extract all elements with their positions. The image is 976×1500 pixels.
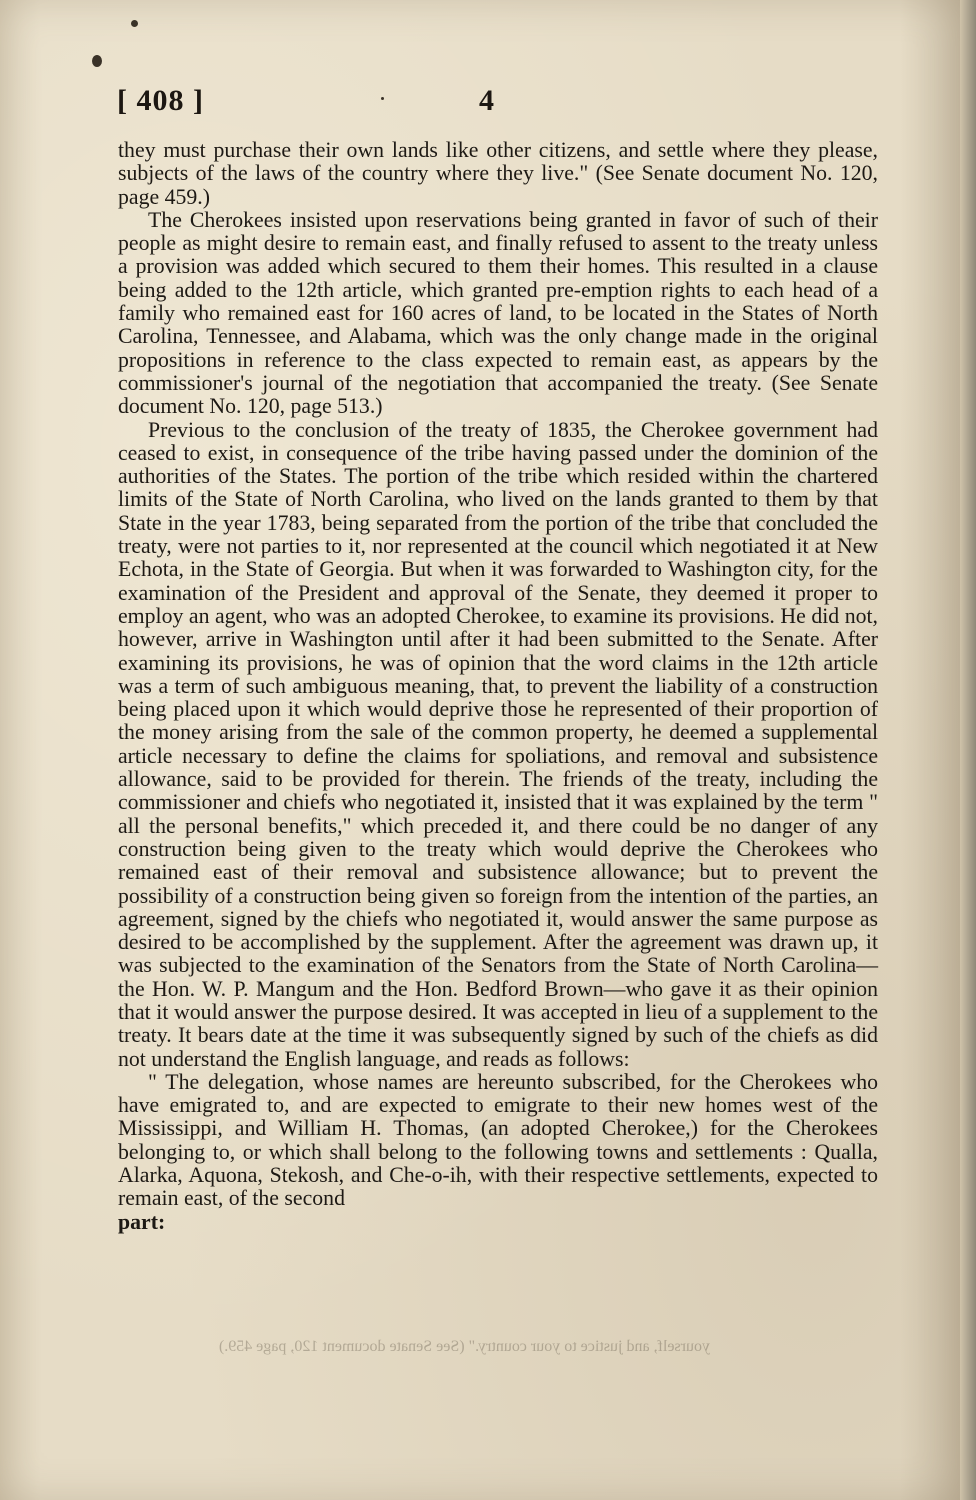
page-number: 4	[479, 84, 494, 117]
paragraph-2: The Cherokees insisted upon reservations being granted in favor of such of their people as might desire to remain east, and finally refused to assent to the treaty unless a provision was added which secured to them their homes. This resulted in a clause being added to the 12th article, which granted pre-emption rights to each head of a family who remained east for 160 acres of land, to be located in the States of North Carolina, Tennessee, and Alabama, which was the only change made in the original propositions in reference to the class expected to remain east, as appears by the commissioner's journal of the negotiation that accompanied the treaty. (See Senate document No. 120, page 513.)	[118, 207, 878, 419]
document-number: [ 408 ]	[117, 84, 204, 117]
bleed-through-text: yourself, and justice to your country." (See Senate document 120, page 459.)	[218, 1338, 710, 1355]
page-edge	[960, 0, 976, 1500]
page-header	[117, 84, 877, 124]
ink-spot	[131, 20, 138, 27]
quoted-agreement: " The delegation, whose names are hereunto subscribed, for the Cherokees who have emigrated to, and are expected to emigrate to their new homes west of the Mississippi, and William H. Thomas, (an adopted Cherokee,) for the Cherokees belonging to, or which shall belong to the following towns and settlements : Qualla, Alarka, Aquona, Stekosh, and Che-o-ih, with their respective settlements, expected to remain east, of the second	[118, 1069, 878, 1211]
paragraph-4	[118, 1071, 878, 1234]
body-text	[118, 139, 878, 1234]
paragraph-4-end: part:	[118, 1209, 166, 1234]
paragraph-3: Previous to the conclusion of the treaty of 1835, the Cherokee government had ceased to exist, in consequence of the tribe having passed under the dominion of the authorities of the States. The portion of the tribe which resided within the chartered limits of the State of North Carolina, who lived on the lands granted to them by that State in the year 1783, being separated from the portion of the tribe that concluded the treaty, were not parties to it, nor represented at the council which negotiated it at New Echota, in the State of Georgia. But when it was forwarded to Washington city, for the examination of the President and approval of the Senate, they deemed it proper to employ an agent, who was an adopted Cherokee, to examine its provisions. He did not, however, arrive in Washington until after it had been submitted to the Senate. After examining its provisions, he was of opinion that the word claims in the 12th article was a term of such ambiguous meaning, that, to prevent the liability of a construction being placed upon it which would deprive those he represented of their proportion of the money arising from the sale of the common property, he deemed a supplemental article necessary to define the claims for spoliations, and removal and subsistence allowance, said to be provided for therein. The friends of the treaty, including the commissioner and chiefs who negotiated it, insisted that it was explained by the term " all the personal benefits," which preceded it, and there could be no danger of any construction being given to the treaty which would deprive the Cherokees who remained east of their removal and subsistence allowance; but to prevent the possibility of a construction being given so foreign from the intention of the parties, an agreement, signed by the chiefs who negotiated it, would answer the same purpose as desired to be accomplished by the supplement. After the agreement was drawn up, it was subjected to the examination of the Senators from the State of North Carolina—the Hon. W. P. Mangum and the Hon. Bedford Brown—who gave it as their opinion that it would answer the purpose desired. It was accepted in lieu of a supplement to the treaty. It bears date at the time it was subsequently signed by such of the chiefs as did not understand the English language, and reads as follows:	[118, 417, 878, 1071]
ink-spot	[92, 55, 102, 67]
paragraph-1: they must purchase their own lands like other citizens, and settle where they please, subjects of the laws of the country where they live." (See Senate document No. 120, page 459.)	[118, 138, 878, 209]
